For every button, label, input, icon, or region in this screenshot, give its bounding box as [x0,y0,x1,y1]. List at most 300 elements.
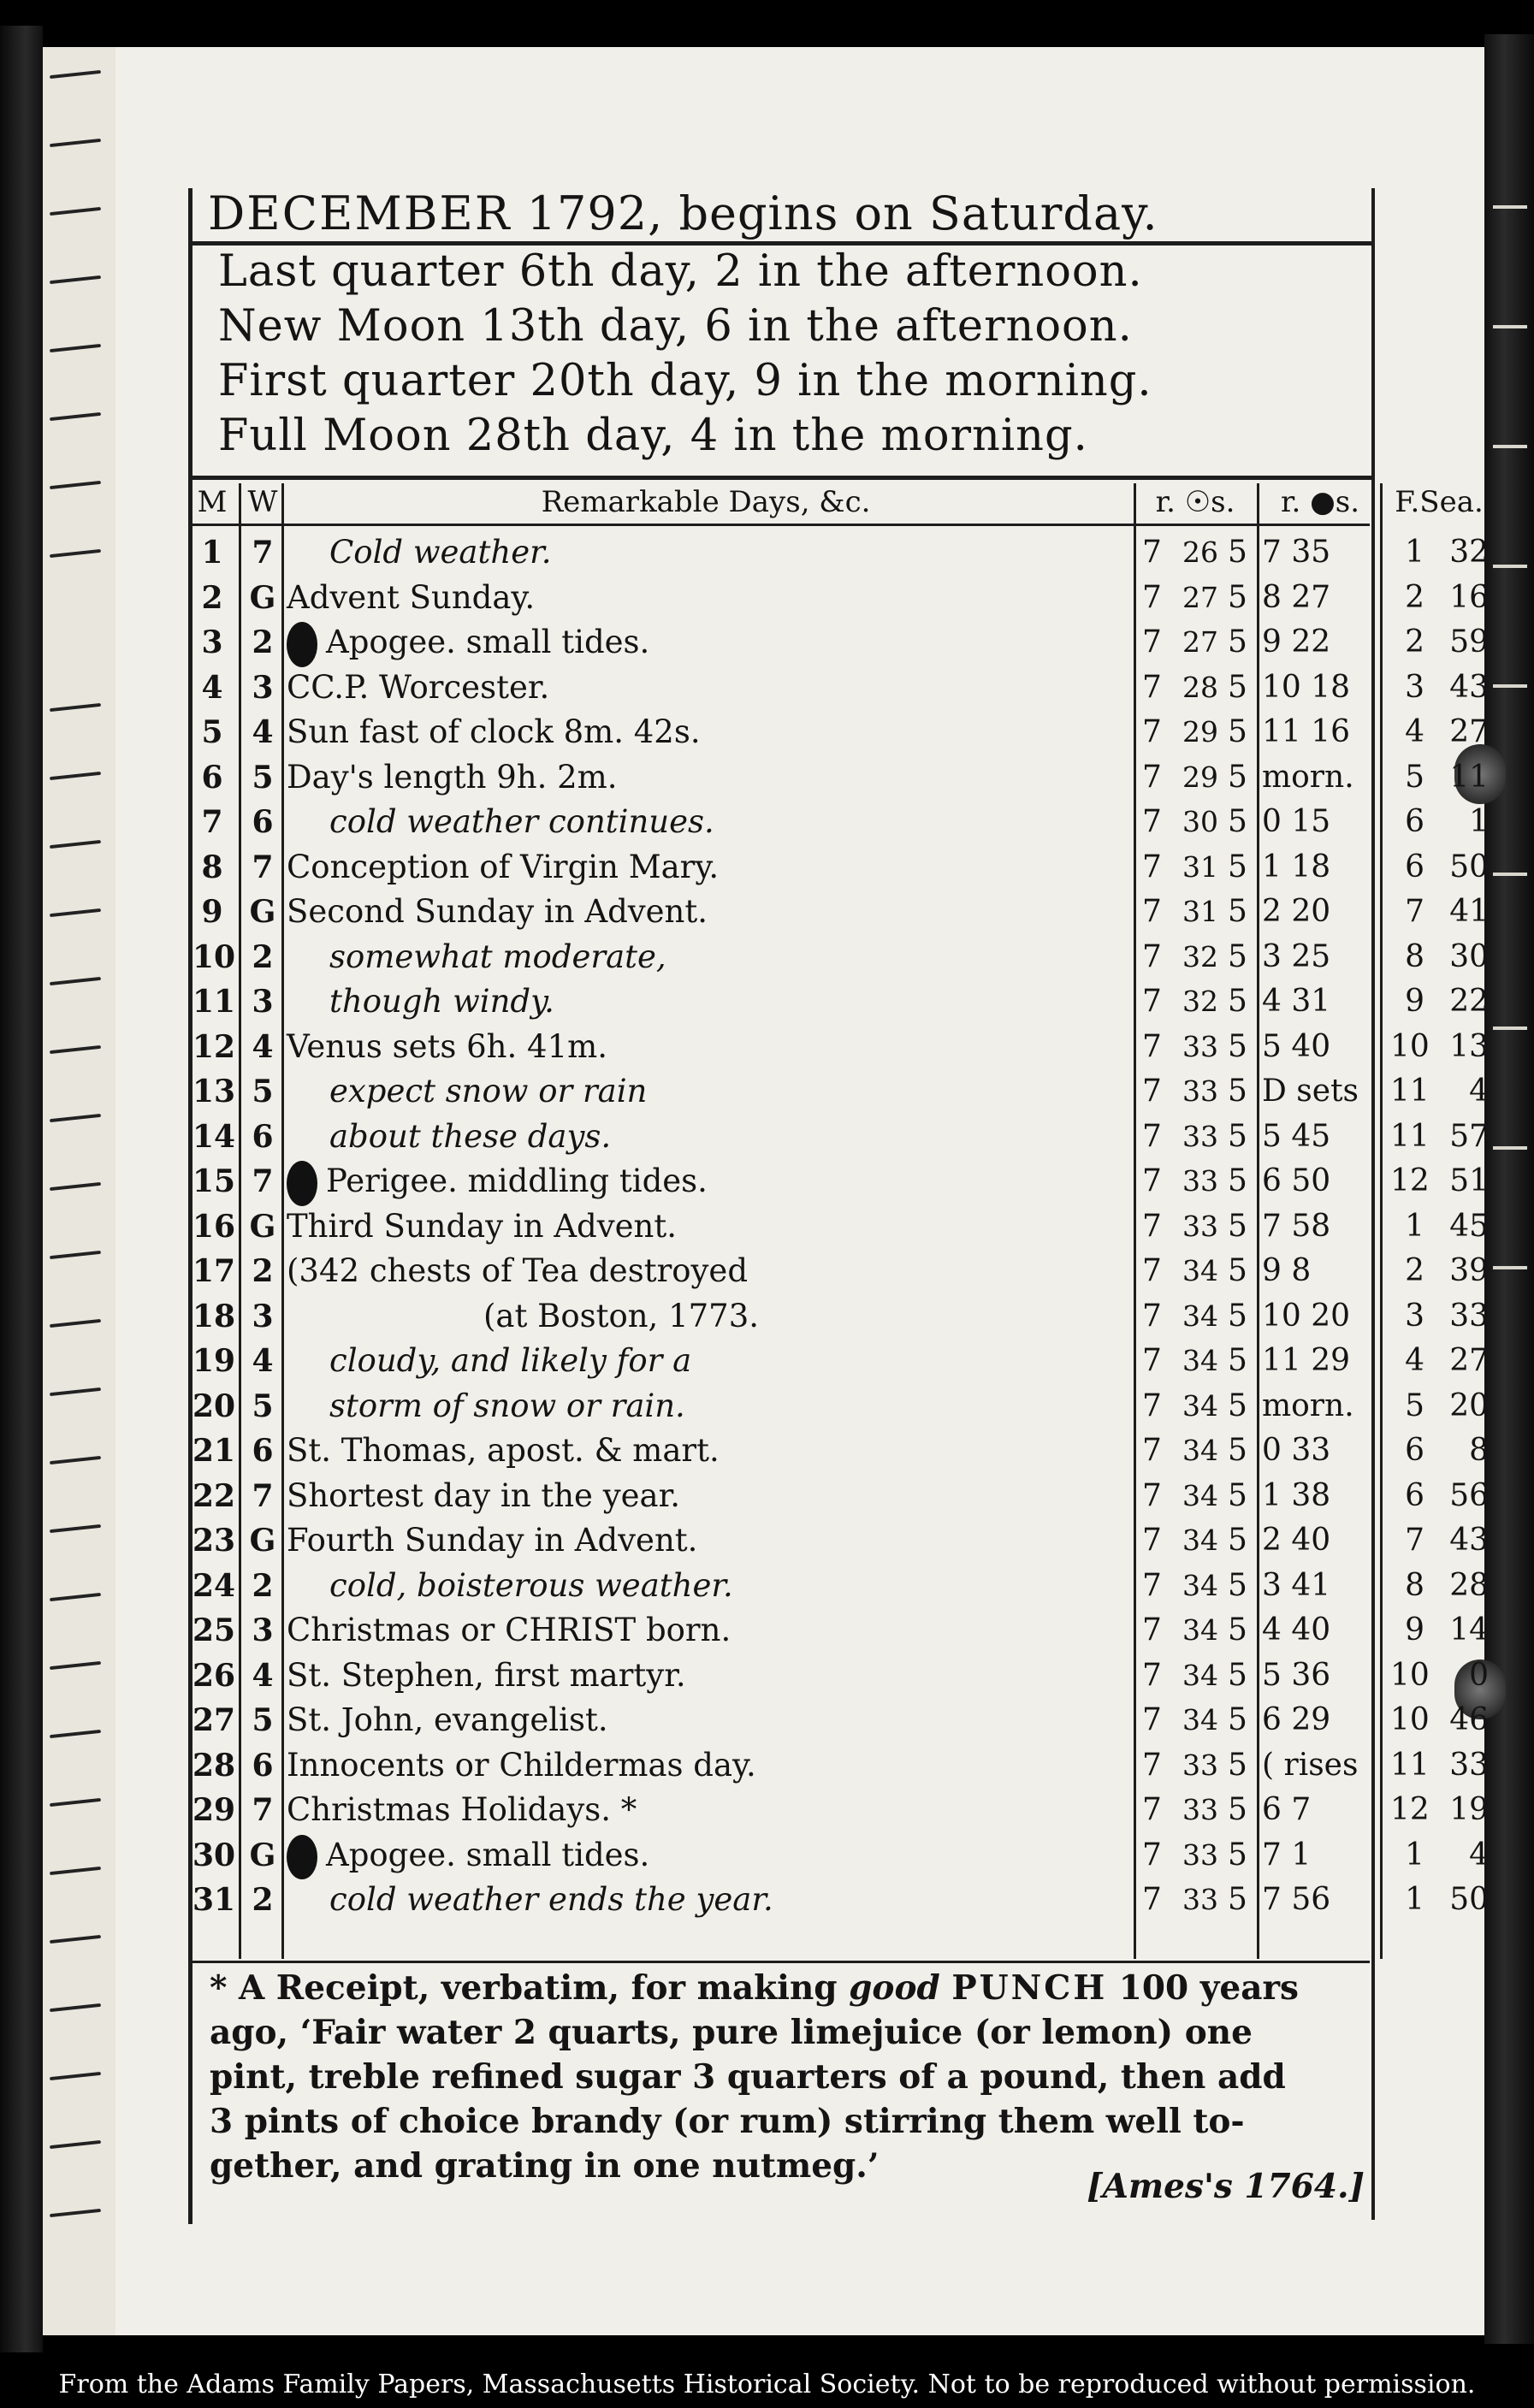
remarkable-day-label: expect snow or rain [329,1073,648,1109]
full-sea-hour: 2 [1405,579,1424,615]
sun-rise-hour: 7 [1142,669,1162,705]
remarkable-day-text [287,1069,1168,1115]
table-bottom-rule [192,1961,1370,1963]
week-day: 2 [252,1253,274,1289]
remarkable-day-label: about these days. [329,1117,612,1155]
sun-rise-minute: 26 [1182,535,1218,569]
handwriting-mark [1493,205,1527,209]
full-sea-hour: 4 [1405,714,1424,749]
full-sea-hour: 7 [1405,1523,1424,1558]
sun-rise-hour: 7 [1142,1792,1162,1827]
month-day: 26 [192,1657,236,1694]
day-row [192,1115,1489,1160]
moon-phase-icon [287,1835,317,1880]
handwriting-mark [50,70,101,79]
remarkable-day-text [287,1698,1125,1743]
remarkable-day-text [287,1788,1125,1833]
week-day: 3 [252,1612,274,1648]
handwriting-mark [50,207,101,216]
sun-rise-hour: 7 [1142,1433,1162,1468]
day-row [192,1833,1489,1878]
handwriting-mark [50,139,101,147]
day-row [192,845,1489,890]
handwriting-mark [50,1798,101,1807]
phases-rule [192,476,1373,480]
remarkable-day-label: cold weather continues. [329,803,714,840]
month-day: 18 [192,1298,236,1334]
moon-rise-set: 11 29 [1262,1343,1351,1378]
sun-rise-minute: 33 [1182,1793,1218,1826]
moon-rise-set: 0 15 [1262,804,1331,839]
punch-recipe-note [210,1966,1365,2214]
remarkable-day-text [287,1743,1125,1789]
sun-set-hour: 5 [1228,714,1247,749]
remarkable-day-text [287,576,1125,621]
sun-rise-minute: 34 [1182,1478,1218,1512]
sun-set-hour: 5 [1228,1837,1247,1873]
sun-rise-minute: 32 [1182,985,1218,1018]
remarkable-day-label: St. John, evangelist. [287,1701,608,1738]
handwriting-mark [1493,445,1527,448]
moon-rise-set: 0 33 [1262,1433,1331,1468]
sun-rise-hour: 7 [1142,1477,1162,1513]
full-sea-minute: 51 [1449,1163,1489,1198]
remarkable-day-label: Second Sunday in Advent. [287,893,708,930]
week-day: 5 [252,1387,274,1424]
remarkable-day-text [287,620,1125,666]
next-page-edge [1484,34,1534,2344]
sun-rise-minute: 33 [1182,1837,1218,1872]
moon-rise-set: 4 31 [1262,984,1331,1019]
week-day: G [249,894,276,930]
sun-rise-minute: 29 [1182,715,1218,748]
week-day: 7 [252,849,274,885]
week-day: 7 [252,535,274,571]
sun-rise-minute: 34 [1182,1434,1218,1467]
full-sea-minute: 32 [1449,535,1489,570]
handwriting-mark [50,840,101,849]
sun-rise-minute: 27 [1182,625,1218,659]
week-day: 4 [252,1028,274,1065]
sun-rise-minute: 34 [1182,1568,1218,1602]
sun-rise-minute: 27 [1182,580,1218,614]
full-sea-minute: 0 [1469,1657,1489,1693]
full-sea-hour: 12 [1390,1163,1430,1198]
day-row [192,1069,1489,1115]
remarkable-day-text [287,800,1168,845]
full-sea-minute: 11 [1449,759,1489,795]
month-day: 12 [192,1028,236,1065]
remarkable-day-label: (at Boston, 1773. [483,1297,759,1334]
day-row [192,710,1489,755]
remarkable-day-text [287,1025,1125,1070]
full-sea-hour: 3 [1405,1298,1424,1334]
sun-rise-hour: 7 [1142,938,1162,974]
remarkable-day-label: Fourth Sunday in Advent. [287,1522,698,1559]
day-row [192,1518,1489,1564]
remarkable-day-text [287,530,1168,576]
month-day: 29 [192,1792,236,1828]
recipe-emphasis: good [849,1968,940,2008]
handwriting-mark [50,1661,101,1670]
day-row [192,1249,1489,1294]
remarkable-day-text [287,666,1125,711]
month-day: 23 [192,1523,236,1559]
month-day: 19 [192,1343,236,1379]
remarkable-day-label: Day's length 9h. 2m. [287,758,618,796]
remarkable-day-text [287,755,1125,801]
week-day: 5 [252,1074,274,1109]
full-sea-minute: 41 [1449,894,1489,929]
week-day: 4 [252,1343,274,1379]
remarkable-day-label: Perigee. middling tides. [326,1163,708,1199]
phase-day: 28th day, [465,411,676,461]
sun-set-hour: 5 [1228,1343,1247,1378]
week-day: 2 [252,938,274,975]
sun-rise-hour: 7 [1142,849,1162,885]
week-day: 6 [252,1433,274,1469]
moon-rise-set: 1 38 [1262,1477,1331,1513]
left-binding-shadow [0,26,43,2352]
week-day: G [249,1523,276,1559]
week-day: 5 [252,1702,274,1738]
phase-hour: 6 [704,301,733,352]
almanac-table [188,186,1489,2224]
month-day: 22 [192,1477,236,1514]
full-sea-hour: 6 [1405,1477,1424,1513]
sun-set-hour: 5 [1228,1298,1247,1334]
day-row [192,1878,1489,1923]
month-day: 14 [192,1118,236,1155]
recipe-line: ago, ‘Fair water 2 quarts, pure limejuice (or lemon) one [210,2013,1253,2052]
month-day: 20 [192,1387,236,1424]
sun-set-hour: 5 [1228,579,1247,615]
remarkable-day-text [287,1204,1125,1250]
sun-set-hour: 5 [1228,1702,1247,1737]
full-sea-hour: 1 [1405,1837,1424,1873]
remarkable-day-label: cold weather ends the year. [329,1881,773,1918]
sun-rise-minute: 34 [1182,1388,1218,1423]
moon-phase-row [218,354,1347,409]
month-day: 6 [201,759,223,796]
sun-set-hour: 5 [1228,1387,1247,1423]
sun-rise-hour: 7 [1142,1298,1162,1334]
remarkable-day-label: though windy. [329,983,554,1020]
remarkable-day-label: Cold weather. [329,534,552,571]
remarkable-day-label: Shortest day in the year. [287,1476,680,1514]
full-sea-hour: 11 [1390,1747,1430,1783]
remarkable-day-text [287,1878,1168,1923]
phase-name: New Moon [218,301,466,352]
full-sea-hour: 2 [1405,624,1424,660]
sun-set-hour: 5 [1228,1567,1247,1603]
moon-phases [192,245,1370,470]
moon-rise-set: 2 40 [1262,1523,1331,1558]
sun-rise-minute: 34 [1182,1254,1218,1287]
day-row [192,1159,1489,1204]
sun-rise-hour: 7 [1142,579,1162,615]
day-row [192,1339,1489,1384]
handwriting-mark [50,2003,101,2012]
sun-rise-minute: 30 [1182,805,1218,838]
full-sea-hour: 9 [1405,1612,1424,1648]
handwriting-mark [50,1524,101,1533]
phase-name: Last quarter [218,246,505,297]
moon-rise-set: 9 8 [1262,1253,1312,1288]
week-day: G [249,1837,276,1873]
remarkable-day-label: Innocents or Childermas day. [287,1746,756,1784]
day-row [192,890,1489,935]
sun-set-hour: 5 [1228,938,1247,974]
full-sea-hour: 10 [1390,1657,1430,1693]
sun-set-hour: 5 [1228,1882,1247,1917]
title-rest: begins on Saturday. [678,186,1158,240]
sun-rise-hour: 7 [1142,714,1162,749]
remarkable-day-text [287,1654,1125,1699]
remarkable-day-text [287,1159,1125,1204]
month-day: 30 [192,1837,236,1873]
recipe-line [210,1966,1365,2010]
day-row [192,576,1489,621]
remarkable-day-label: Venus sets 6h. 41m. [287,1027,607,1065]
sun-rise-minute: 33 [1182,1209,1218,1243]
moon-rise-set: 7 58 [1262,1208,1331,1244]
full-sea-minute: 28 [1449,1567,1489,1603]
moon-rise-set: 8 27 [1262,579,1331,615]
sun-set-hour: 5 [1228,759,1247,795]
handwriting-mark [50,2140,101,2149]
handwriting-mark [1493,565,1527,568]
full-sea-minute: 43 [1449,669,1489,705]
remarkable-day-label: storm of snow or rain. [329,1387,685,1424]
full-sea-hour: 4 [1405,1343,1424,1378]
moon-rise-set: 7 1 [1262,1837,1312,1873]
week-day: 5 [252,759,274,796]
moon-rise-set: ( rises [1262,1747,1359,1783]
moon-rise-set: morn. [1262,759,1354,795]
month-day: 16 [192,1208,236,1245]
sun-rise-hour: 7 [1142,1028,1162,1064]
day-row [192,755,1489,801]
full-sea-hour: 5 [1405,1387,1424,1423]
phase-time: in the morning. [797,356,1152,406]
full-sea-hour: 8 [1405,1567,1424,1603]
remarkable-day-label: (342 chests of Tea destroyed [287,1252,749,1289]
remarkable-day-text [287,710,1125,755]
month-day: 7 [201,804,223,840]
phase-day: 20th day, [530,356,740,406]
handwriting-mark [50,977,101,985]
day-row [192,530,1489,576]
sun-set-hour: 5 [1228,1477,1247,1513]
sun-rise-minute: 28 [1182,670,1218,704]
month-day: 1 [201,535,223,571]
moon-rise-set: 7 56 [1262,1882,1331,1917]
full-sea-minute: 27 [1449,714,1489,749]
month-day: 28 [192,1747,236,1784]
remarkable-day-text [287,1833,1125,1878]
sun-rise-minute: 33 [1182,1119,1218,1153]
month-day: 4 [201,669,223,706]
header-moon-rise-set: r. ●s. [1280,485,1360,519]
remarkable-day-text [287,1249,1125,1294]
day-row [192,1025,1489,1070]
moon-rise-set: 3 41 [1262,1567,1331,1603]
remarkable-day-label: Apogee. small tides. [326,624,650,660]
handwriting-mark [50,1319,101,1328]
moon-phase-icon [287,1161,317,1206]
remarkable-day-label: St. Stephen, first martyr. [287,1656,686,1694]
remarkable-day-text [287,1384,1168,1429]
full-sea-minute: 13 [1449,1028,1489,1064]
title-year: 1792, [526,186,664,240]
day-row [192,1698,1489,1743]
sun-set-hour: 5 [1228,1163,1247,1198]
day-row [192,935,1489,980]
recipe-line: 3 pints of choice brandy (or rum) stirring them well to- [210,2102,1245,2141]
sun-rise-minute: 34 [1182,1703,1218,1736]
day-row [192,1564,1489,1609]
remarkable-day-text [287,845,1125,890]
full-sea-minute: 33 [1449,1747,1489,1783]
full-sea-hour: 10 [1390,1028,1430,1064]
week-day: 7 [252,1792,274,1828]
handwriting-mark [1493,1266,1527,1269]
day-row [192,1608,1489,1654]
sun-rise-hour: 7 [1142,1253,1162,1288]
handwriting-mark [50,908,101,917]
sun-set-hour: 5 [1228,984,1247,1019]
month-day: 10 [192,938,236,975]
full-sea-minute: 14 [1449,1612,1489,1648]
full-sea-hour: 3 [1405,669,1424,705]
week-day: 3 [252,984,274,1020]
handwriting-mark [1493,873,1527,876]
full-sea-hour: 7 [1405,894,1424,929]
sun-rise-hour: 7 [1142,1837,1162,1873]
sun-rise-hour: 7 [1142,1208,1162,1244]
handwriting-mark [50,2072,101,2080]
full-sea-hour: 8 [1405,938,1424,974]
handwriting-mark [50,1456,101,1464]
sun-rise-minute: 33 [1182,1883,1218,1916]
full-sea-minute: 59 [1449,624,1489,660]
sun-rise-hour: 7 [1142,1387,1162,1423]
sun-set-hour: 5 [1228,535,1247,570]
full-sea-minute: 22 [1449,984,1489,1019]
remarkable-day-label: Conception of Virgin Mary. [287,848,720,885]
day-row [192,1788,1489,1833]
week-day: 2 [252,624,274,660]
sun-set-hour: 5 [1228,1612,1247,1648]
sun-rise-minute: 32 [1182,939,1218,973]
remarkable-day-label: cold, boisterous weather. [329,1566,733,1604]
moon-rise-set: 5 45 [1262,1118,1331,1154]
handwriting-mark [50,1935,101,1944]
week-day: 3 [252,669,274,706]
moon-rise-set: 6 50 [1262,1163,1331,1198]
remarkable-day-label: Third Sunday in Advent. [287,1207,677,1245]
week-day: G [249,1208,276,1245]
handwriting-mark [1493,1027,1527,1030]
remarkable-day-text [287,1115,1168,1160]
sun-set-hour: 5 [1228,1792,1247,1827]
handwriting-mark [50,1593,101,1601]
header-month-day: M [197,485,228,519]
remarkable-day-text [287,1518,1125,1564]
remarkable-day-text [287,935,1168,980]
moon-rise-set: 10 18 [1262,669,1351,705]
handwriting-mark [50,703,101,712]
sun-rise-minute: 33 [1182,1074,1218,1108]
header-rule [192,524,1370,526]
day-row [192,1384,1489,1429]
full-sea-minute: 39 [1449,1253,1489,1288]
day-row [192,1429,1489,1474]
handwriting-mark [50,1182,101,1191]
sun-rise-hour: 7 [1142,1747,1162,1783]
handwriting-mark [50,2209,101,2217]
moon-rise-set: 1 18 [1262,849,1331,885]
month-day: 3 [201,624,223,660]
header-full-sea: F.Sea. [1395,485,1484,519]
sun-set-hour: 5 [1228,1208,1247,1244]
month-day: 5 [201,714,223,750]
full-sea-hour: 6 [1405,849,1424,885]
copyright-footer: From the Adams Family Papers, Massachusetts Historical Society. Not to be reproduced without permission. [58,2370,1476,2399]
day-row [192,979,1489,1025]
sun-rise-hour: 7 [1142,1343,1162,1378]
remarkable-day-label: somewhat moderate, [329,938,666,975]
remarkable-day-label: CC.P. Worcester. [287,668,550,706]
remarkable-day-label: Advent Sunday. [287,578,536,616]
handwriting-mark [50,412,101,421]
phase-time: in the afternoon. [748,301,1133,352]
phase-hour: 4 [690,411,720,461]
handwriting-mark [50,1045,101,1054]
full-sea-minute: 8 [1469,1433,1489,1468]
moon-rise-set: 11 16 [1262,714,1351,749]
sun-set-hour: 5 [1228,894,1247,929]
moon-rise-set: 5 36 [1262,1657,1331,1693]
full-sea-minute: 57 [1449,1118,1489,1154]
full-sea-hour: 11 [1390,1074,1430,1109]
moon-rise-set: 7 35 [1262,535,1331,570]
sun-rise-hour: 7 [1142,1163,1162,1198]
full-sea-hour: 2 [1405,1253,1424,1288]
moon-rise-set: 3 25 [1262,938,1331,974]
month-day: 9 [201,894,223,930]
full-sea-minute: 20 [1449,1387,1489,1423]
month-day: 13 [192,1074,236,1109]
phase-day: 13th day, [480,301,690,352]
sun-rise-hour: 7 [1142,1612,1162,1648]
moon-phase-row [218,409,1347,464]
full-sea-hour: 1 [1405,535,1424,570]
full-sea-minute: 27 [1449,1343,1489,1378]
sun-set-hour: 5 [1228,1253,1247,1288]
week-day: 7 [252,1163,274,1199]
sun-rise-hour: 7 [1142,1523,1162,1558]
full-sea-minute: 33 [1449,1298,1489,1334]
moon-rise-set: 6 29 [1262,1702,1331,1737]
week-day: 6 [252,1747,274,1784]
month-day: 2 [201,579,223,616]
moon-rise-set: 2 20 [1262,894,1331,929]
remarkable-day-label: Christmas Holidays. * [287,1791,637,1828]
full-sea-minute: 4 [1469,1074,1489,1109]
handwriting-mark [1493,1146,1527,1150]
